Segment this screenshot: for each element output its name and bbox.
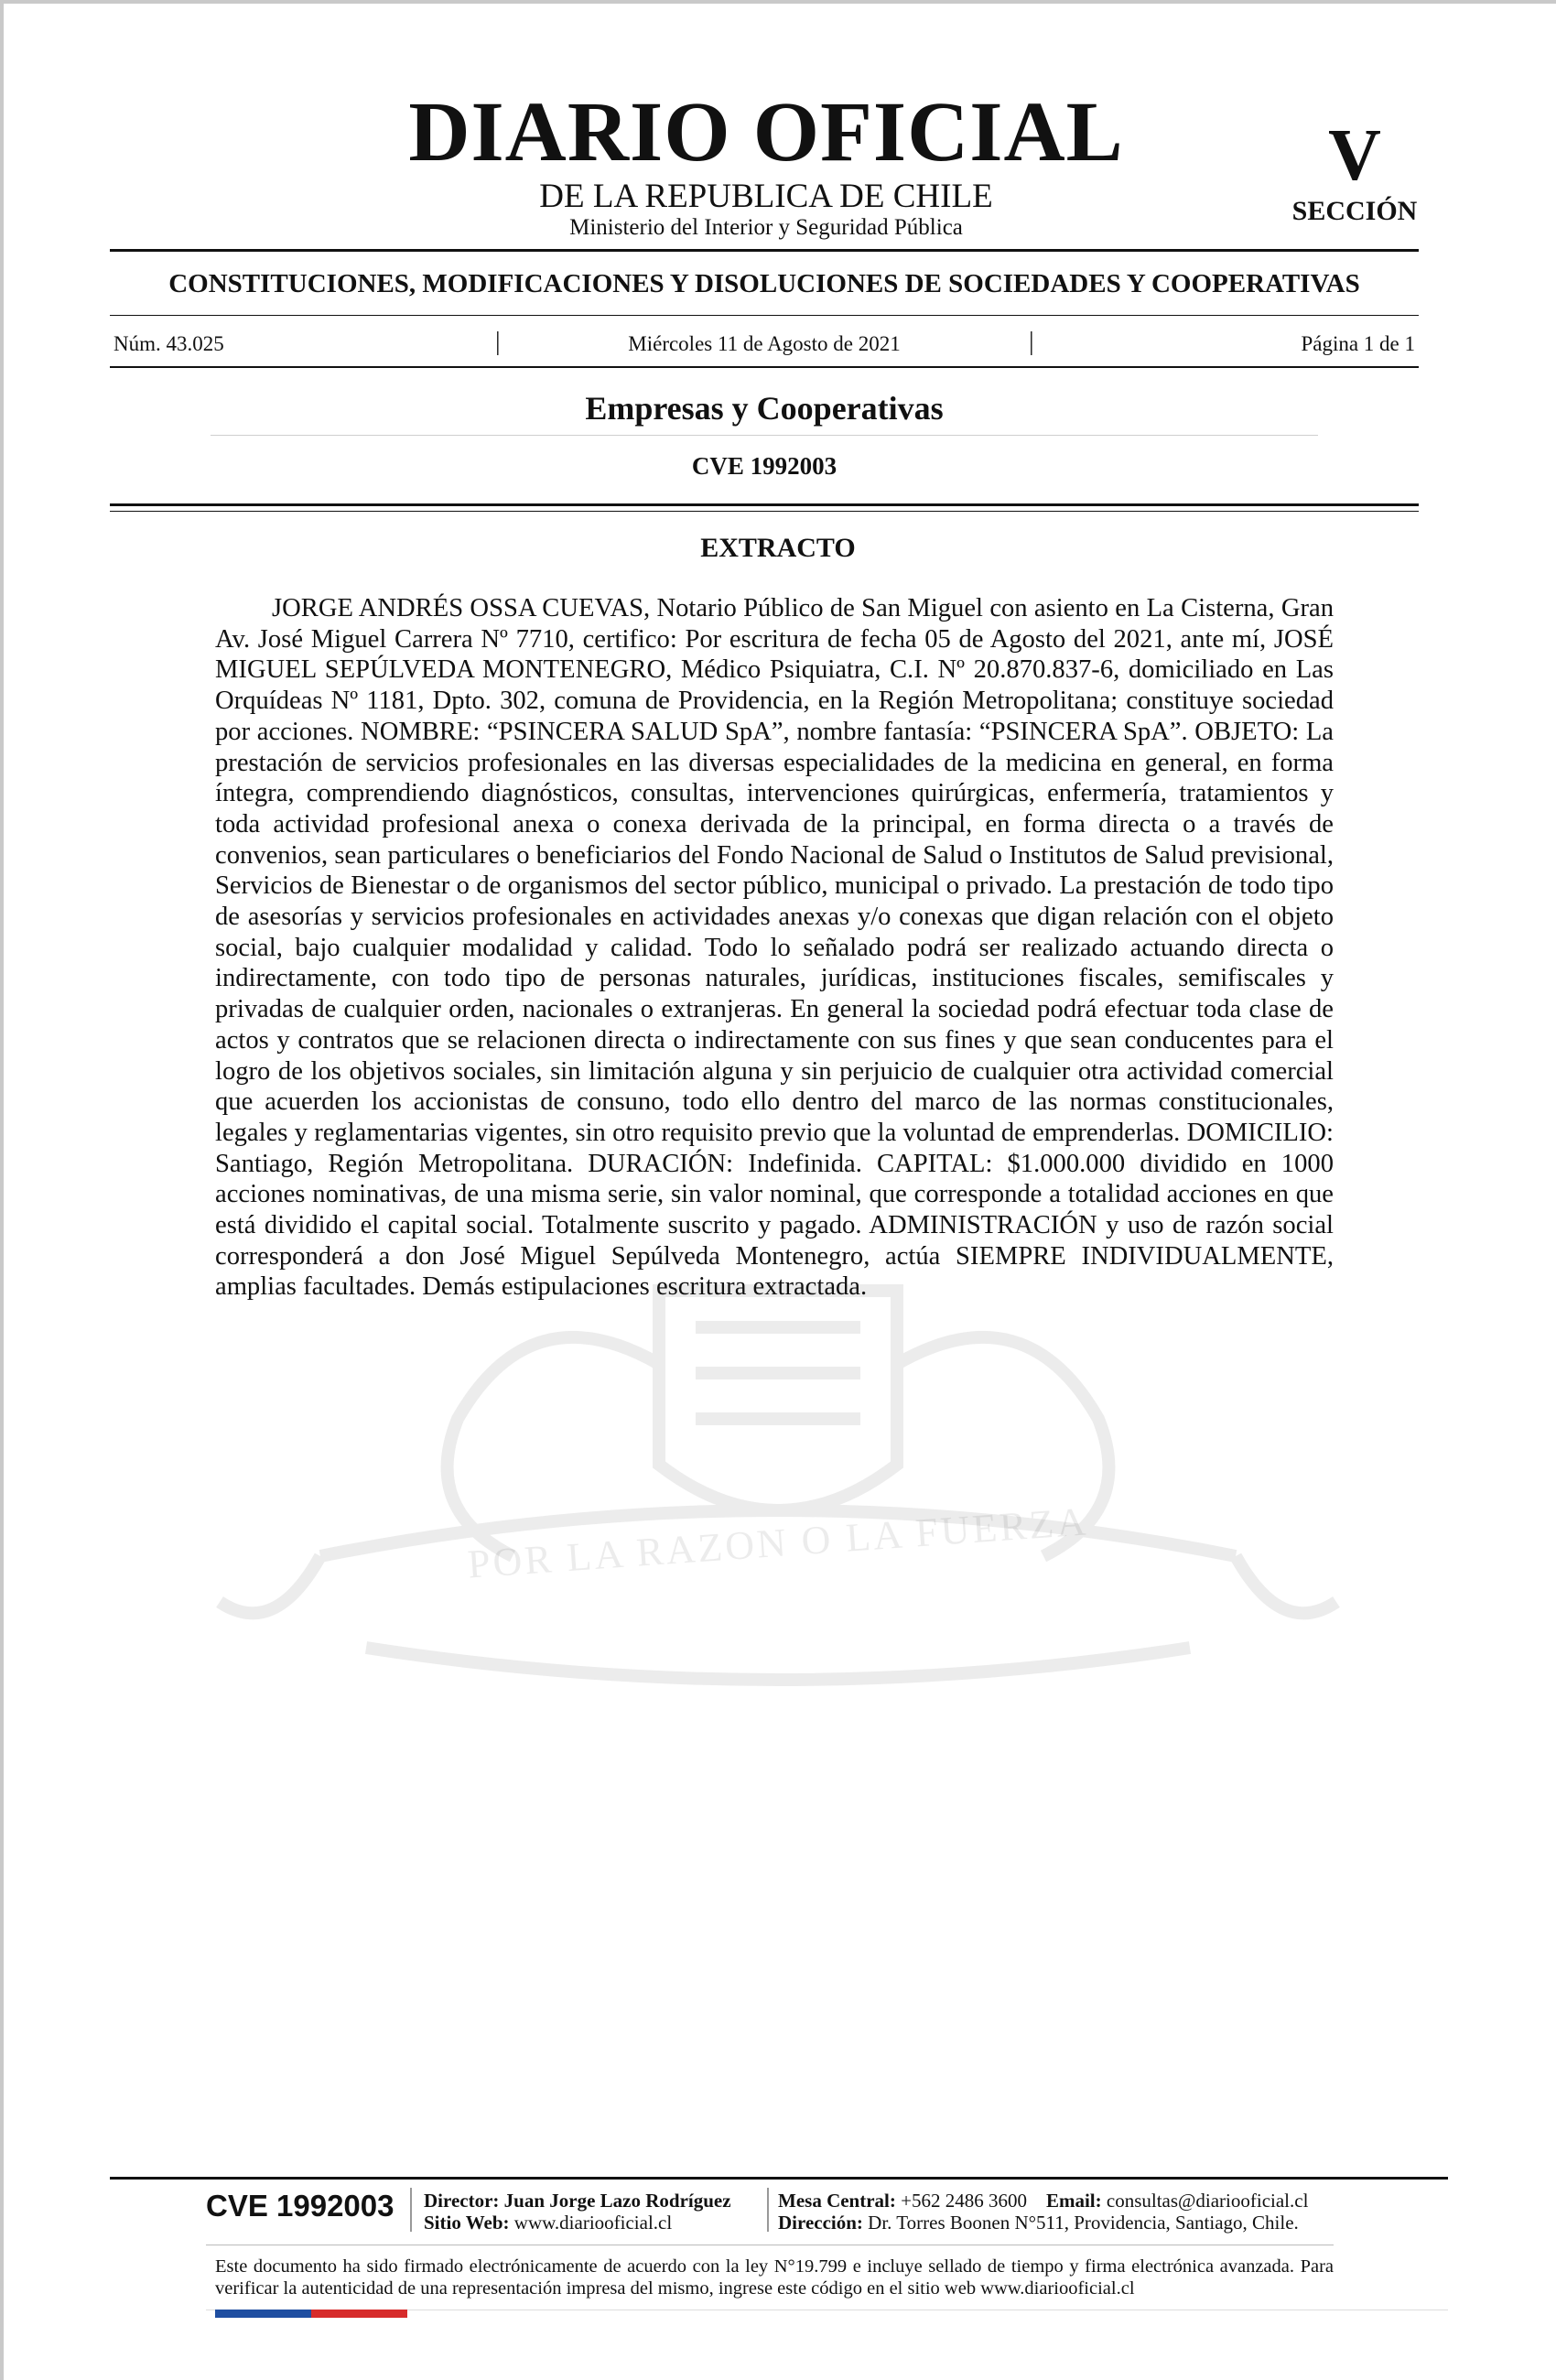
address-value: Dr. Torres Boonen N°511, Providencia, Santiago, Chile. [868, 2212, 1299, 2234]
footer-cve-code: CVE 1992003 [206, 2189, 394, 2223]
footer-divider [410, 2188, 412, 2232]
section-letter: V [1328, 115, 1381, 196]
masthead-ministry: Ministerio del Interior y Seguridad Pública [569, 215, 963, 240]
phone-label: Mesa Central: [778, 2190, 896, 2212]
header-rule-thick [110, 503, 1419, 506]
section-word: SECCIÓN [1291, 196, 1418, 226]
footer-director-block [424, 2190, 762, 2234]
email-link[interactable]: consultas@diariooficial.cl [1106, 2190, 1309, 2212]
issue-date: Miércoles 11 de Agosto de 2021 [628, 332, 901, 355]
issue-page: Página 1 de 1 [1301, 332, 1415, 355]
footer-divider [767, 2188, 769, 2232]
cve-code: CVE 1992003 [691, 452, 837, 480]
header-rule-thin [110, 511, 1419, 512]
masthead-title: DIARIO OFICIAL [408, 85, 1124, 179]
website-link[interactable]: www.diariooficial.cl [513, 2212, 673, 2234]
footer-rule [110, 2177, 1448, 2180]
issue-separator: | [495, 328, 501, 356]
issue-rule [110, 366, 1419, 368]
issue-number: Núm. 43.025 [113, 332, 224, 355]
email-label: Email: [1045, 2190, 1102, 2212]
flag-stripe-blue [215, 2310, 311, 2318]
flag-stripe-red [311, 2310, 407, 2318]
issue-separator: | [1029, 328, 1034, 356]
document-heading: EXTRACTO [700, 533, 856, 563]
organization-rule [211, 435, 1318, 436]
address-label: Dirección: [778, 2212, 863, 2234]
footer-contact-block [778, 2190, 1336, 2234]
footer-verification-note: Este documento ha sido firmado electrónicamente de acuerdo con la ley N°19.799 e incluye sellado de tiempo y firma electrónica avanzada. Para verificar la autenticidad de una representación impresa del mismo, ingrese este código en el sitio web www.diariooficial.cl [215, 2256, 1334, 2299]
website-label: Sitio Web: [424, 2212, 510, 2234]
category-title: CONSTITUCIONES, MODIFICACIONES Y DISOLUCIONES DE SOCIEDADES Y COOPERATIVAS [168, 269, 1360, 298]
director-value: Juan Jorge Lazo Rodríguez [503, 2190, 731, 2212]
document-body: JORGE ANDRÉS OSSA CUEVAS, Notario Público de San Miguel con asiento en La Cisterna, Gran Av. José Miguel Carrera Nº 7710, certifico: Por escritura de fecha 05 de Agosto del 2021, ante mí, JOSÉ MIGUEL SEPÚLVEDA MONTENEGRO, Médico Psiquiatra, C.I. Nº 20.870.837-6, domiciliado en Las Orquídeas Nº 1181, Dpto. 302, comuna de Providencia, en la Región Metropolitana; constituye sociedad por acciones. NOMBRE: “PSINCERA SALUD SpA”, nombre fantasía: “PSINCERA SpA”. OBJETO: La prestación de servicios profesionales en las diversas especialidades de la medicina en general, en forma íntegra, comprendiendo diagnósticos, consultas, intervenciones quirúrgicas, enfermería, tratamientos y toda actividad profesional anexa o conexa derivada de la principal, en forma directa o a través de convenios, sean particulares o beneficiarios del Fondo Nacional de Salud o Institutos de Salud previsional, Servicios de Bienestar o de organismos del sector público, municipal o privado. La prestación de todo tipo de asesorías y servicios profesionales en actividades anexas y/o conexas que digan relación con el objeto social, bajo cualquier modalidad y calidad. Todo lo señalado podrá ser realizado actuando directa o indirectamente, con todo tipo de personas naturales, jurídicas, instituciones fiscales, semifiscales y privadas de cualquier orden, nacionales o extranjeras. En general la sociedad podrá efectuar toda clase de actos y contratos que se relacionen directa o indirectamente con sus fines y que sean conducentes para el logro de los objetivos sociales, sin limitación alguna y sin perjuicio de cualquier otra actividad comercial que acuerden los accionistas de consuno, todo ello dentro del marco de las normas constitucionales, legales y reglamentarias vigentes, sin otro requisito previo que la voluntad de emprenderlas. DOMICILIO: Santiago, Región Metropolitana. DURACIÓN: Indefinida. CAPITAL: $1.000.000 dividido en 1000 acciones nominativas, de una misma serie, sin valor nominal, que corresponde a totalidad acciones en que está dividido el capital social. Totalmente suscrito y pagado. ADMINISTRACIÓN y uso de razón social corresponderá a don José Miguel Sepúlveda Montenegro, actúa SIEMPRE INDIVIDUALMENTE, amplias facultades. Demás estipulaciones escritura extractada. [215, 594, 1334, 1302]
masthead-subtitle: DE LA REPUBLICA DE CHILE [539, 178, 993, 215]
organization-title: Empresas y Cooperativas [585, 390, 944, 427]
coat-of-arms-watermark [183, 1254, 1373, 1712]
category-rule [110, 315, 1419, 316]
watermark-motto: POR LA RAZON O LA FUERZA [466, 1498, 1090, 1587]
phone-value: +562 2486 3600 [901, 2190, 1027, 2212]
masthead-rule [110, 249, 1419, 252]
director-label: Director: [424, 2190, 500, 2212]
